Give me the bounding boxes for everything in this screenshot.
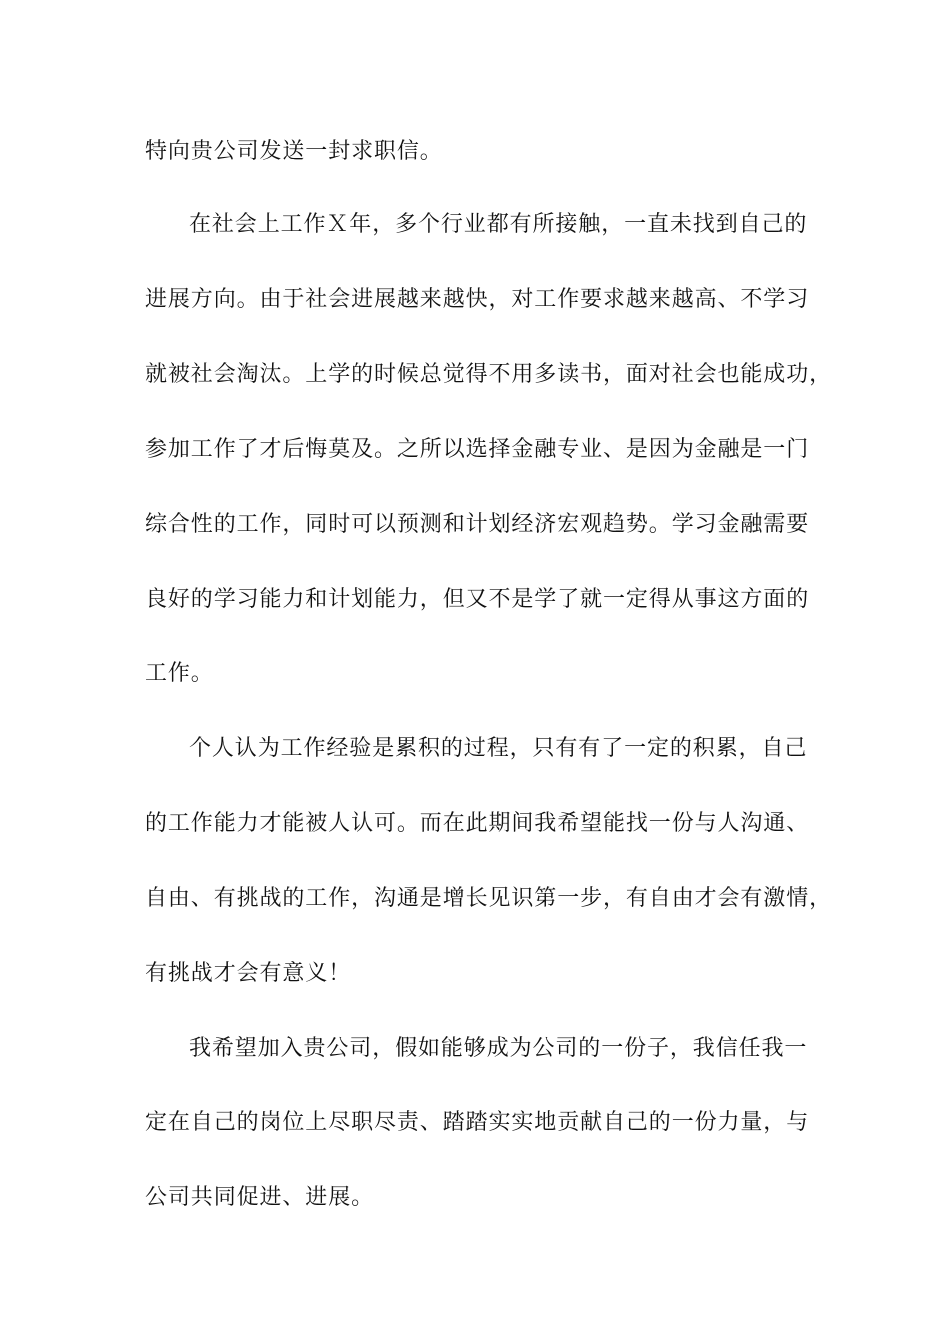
text-line: 我希望加入贵公司，假如能够成为公司的一份子，我信任我一: [189, 1036, 808, 1061]
text-line: 定在自己的岗位上尽职尽责、踏踏实实地贡献自己的一份力量，与: [145, 1110, 810, 1135]
text-line: 参加工作了才后悔莫及。之所以选择金融专业、是因为金融是一门: [145, 437, 810, 462]
text-line: 特向贵公司发送一封求职信。: [145, 139, 443, 164]
text-line: 的工作能力才能被人认可。而在此期间我希望能找一份与人沟通、: [145, 811, 810, 836]
text-line: 个人认为工作经验是累积的过程，只有有了一定的积累，自己: [189, 736, 808, 761]
text-line: 公司共同促进、进展。: [145, 1185, 375, 1210]
text-line: 在社会上工作Ｘ年，多个行业都有所接触，一直未找到自己的: [189, 212, 808, 237]
text-line: 自由、有挑战的工作，沟通是增长见识第一步，有自由才会有激情，: [145, 886, 833, 911]
text-line: 综合性的工作，同时可以预测和计划经济宏观趋势。学习金融需要: [145, 512, 810, 537]
text-line: 良好的学习能力和计划能力，但又不是学了就一定得从事这方面的: [145, 587, 810, 612]
text-line: 有挑战才会有意义！: [145, 961, 352, 986]
text-line: 进展方向。由于社会进展越来越快，对工作要求越来越高、不学习: [145, 287, 810, 312]
text-line: 就被社会淘汰。上学的时候总觉得不用多读书，面对社会也能成功，: [145, 362, 833, 387]
text-line: 工作。: [145, 661, 214, 686]
